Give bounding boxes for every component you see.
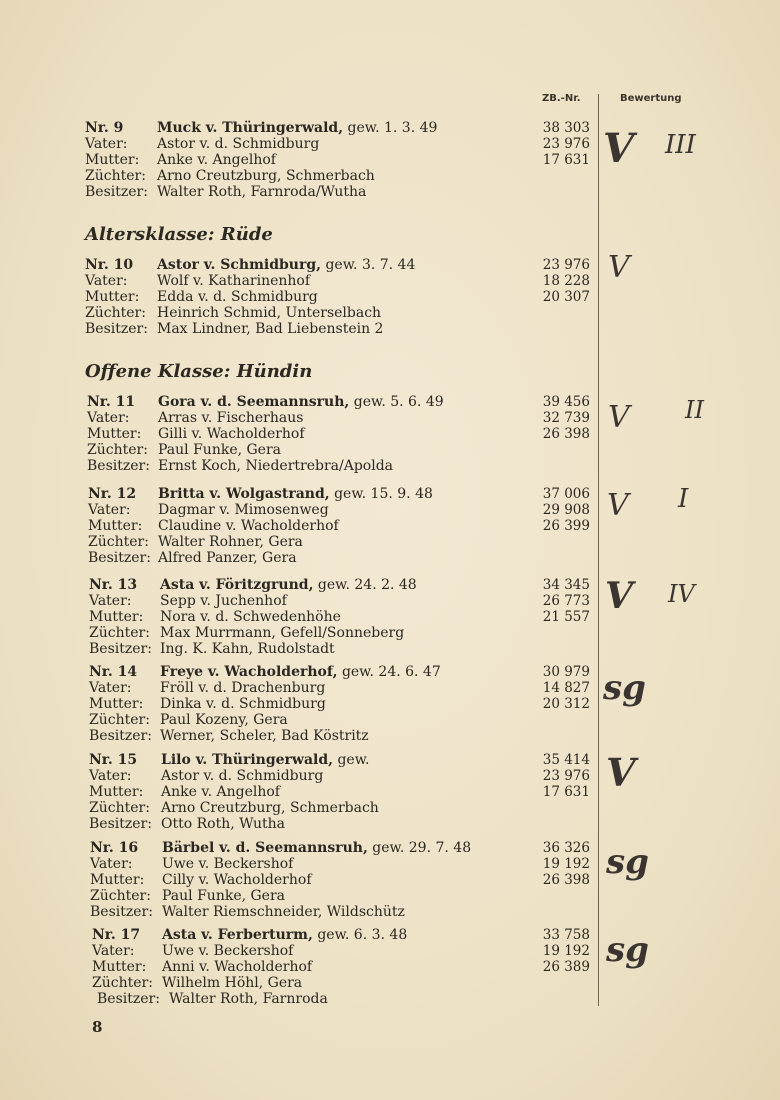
breeder-label: Züchter: [90,888,151,904]
dam-label: Mutter: [88,518,143,534]
breeder-name: Wilhelm Höhl, Gera [162,975,303,991]
dam-name: Nora v. d. Schwedenhöhe [160,609,341,625]
grade-mark: sg [606,930,649,970]
owner-name: Ing. K. Kahn, Rudolstadt [160,641,335,657]
owner-label: Besitzer: [87,458,150,474]
birth-date: gew. 24. 6. 47 [341,664,441,680]
zb-number-sire: 14 827 [542,680,590,696]
breeder-label: Züchter: [92,975,153,991]
birth-date: gew. 3. 7. 44 [325,257,416,273]
breeder-name: Arno Creutzburg, Schmerbach [161,800,379,816]
dam-label: Mutter: [89,609,144,625]
entry-number: Nr. 14 [89,664,138,680]
breeder-name: Paul Funke, Gera [158,442,282,458]
rank-mark: III [665,130,696,160]
entry-number: Nr. 16 [90,840,139,856]
grade-mark: V [605,575,633,617]
owner-name: Werner, Scheler, Bad Köstritz [160,728,369,744]
entry-number: Nr. 9 [85,120,124,136]
dam-label: Mutter: [85,152,140,168]
dam-label: Mutter: [92,959,147,975]
grade-mark: V [606,750,636,795]
dog-name: Lilo v. Thüringerwald, [161,752,333,768]
zb-number: 33 758 [542,927,590,943]
breeder-label: Züchter: [89,625,150,641]
dam-name: Anni v. Wacholderhof [162,959,313,975]
rating-column-header: Bewertung [620,93,682,104]
owner-name: Ernst Koch, Niedertrebra/Apolda [158,458,394,474]
zb-number-dam: 26 398 [542,872,590,888]
owner-label: Besitzer: [89,641,152,657]
rank-mark: IV [668,580,695,608]
owner-label: Besitzer: [85,321,148,337]
owner-name: Walter Riemschneider, Wildschütz [162,904,405,920]
dam-name: Cilly v. Wacholderhof [162,872,312,888]
entry-number: Nr. 15 [89,752,138,768]
sire-name: Sepp v. Juchenhof [160,593,287,609]
zb-number-sire: 19 192 [542,943,590,959]
dog-name: Asta v. Ferberturm, [162,927,313,943]
breeder-name: Arno Creutzburg, Schmerbach [157,168,375,184]
zb-number-dam: 17 631 [542,152,590,168]
sire-label: Vater: [85,273,128,289]
sire-label: Vater: [88,502,131,518]
owner-name: Alfred Panzer, Gera [158,550,297,566]
zb-number-sire: 18 228 [542,273,590,289]
breeder-label: Züchter: [88,534,149,550]
sire-name: Arras v. Fischerhaus [158,410,304,426]
zb-number-dam: 20 307 [542,289,590,305]
grade-mark: V [607,488,629,523]
entry-number: Nr. 12 [88,486,137,502]
entry-header [85,120,123,136]
zb-number: 23 976 [542,257,590,273]
zb-number: 38 303 [542,120,590,136]
breeder-name: Paul Funke, Gera [162,888,286,904]
zb-number-sire: 23 976 [542,136,590,152]
entry-number: Nr. 17 [92,927,141,943]
column-divider [598,94,599,1006]
birth-date: gew. 24. 2. 48 [317,577,417,593]
dam-label: Mutter: [89,784,144,800]
breeder-name: Walter Rohner, Gera [158,534,303,550]
zb-number-dam: 20 312 [542,696,590,712]
owner-label: Besitzer: [90,904,153,920]
rank-mark: I [678,484,689,514]
sire-label: Vater: [87,410,130,426]
dam-name: Anke v. Angelhof [161,784,280,800]
owner-name: Walter Roth, Farnroda/Wutha [157,184,367,200]
breeder-label: Züchter: [85,168,146,184]
birth-date: gew. 5. 6. 49 [353,394,444,410]
sire-name: Astor v. d. Schmidburg [157,136,320,152]
breeder-label: Züchter: [85,305,146,321]
sire-name: Uwe v. Beckershof [162,943,294,959]
sire-label: Vater: [89,680,132,696]
grade-mark: V [603,125,635,172]
zb-number-sire: 19 192 [542,856,590,872]
sire-label: Vater: [92,943,135,959]
zb-number: 36 326 [542,840,590,856]
zb-number-dam: 26 389 [542,959,590,975]
zb-number: 39 456 [542,394,590,410]
page-number: 8 [92,1018,103,1036]
dam-label: Mutter: [85,289,140,305]
owner-name: Max Lindner, Bad Liebenstein 2 [157,321,384,337]
dog-name: Asta v. Föritzgrund, [160,577,314,593]
grade-mark: sg [606,842,649,882]
sire-label: Vater: [89,768,132,784]
zb-number: 37 006 [542,486,590,502]
owner-label: Besitzer: [85,184,148,200]
breeder-name: Max Murrmann, Gefell/Sonneberg [160,625,405,641]
sire-name: Dagmar v. Mimosenweg [158,502,329,518]
breeder-label: Züchter: [89,712,150,728]
zb-number-dam: 26 398 [542,426,590,442]
birth-date: gew. 1. 3. 49 [347,120,438,136]
dam-name: Dinka v. d. Schmidburg [160,696,326,712]
dam-name: Gilli v. Wacholderhof [158,426,305,442]
zb-number-sire: 23 976 [542,768,590,784]
sire-name: Uwe v. Beckershof [162,856,294,872]
dam-name: Anke v. Angelhof [157,152,276,168]
breeder-label: Züchter: [87,442,148,458]
zb-number-sire: 29 908 [542,502,590,518]
dam-label: Mutter: [90,872,145,888]
sire-label: Vater: [89,593,132,609]
dam-label: Mutter: [89,696,144,712]
dog-name: Muck v. Thüringerwald, [157,120,344,136]
birth-date: gew. 6. 3. 48 [317,927,408,943]
zb-number-dam: 17 631 [542,784,590,800]
rank-mark: II [685,396,704,424]
sire-name: Fröll v. d. Drachenburg [160,680,326,696]
breeder-label: Züchter: [89,800,150,816]
zb-number-dam: 26 399 [542,518,590,534]
dog-name: Bärbel v. d. Seemannsruh, [162,840,368,856]
owner-label: Besitzer: [88,550,151,566]
zb-number-dam: 21 557 [542,609,590,625]
entry-number: Nr. 10 [85,257,134,273]
zb-number: 35 414 [542,752,590,768]
section-heading: Offene Klasse: Hündin [85,361,313,382]
dog-name: Gora v. d. Seemannsruh, [158,394,350,410]
grade-mark: V [608,250,630,285]
dam-name: Edda v. d. Schmidburg [157,289,318,305]
grade-mark: V [608,400,630,435]
entry-number: Nr. 11 [87,394,136,410]
sire-label: Vater: [85,136,128,152]
grade-mark: sg [603,668,646,708]
zb-number-sire: 32 739 [542,410,590,426]
owner-name: Otto Roth, Wutha [161,816,285,832]
breeder-name: Heinrich Schmid, Unterselbach [157,305,382,321]
dog-name: Freye v. Wacholderhof, [160,664,338,680]
zb-number: 30 979 [542,664,590,680]
zb-number-sire: 26 773 [542,593,590,609]
dog-name: Astor v. Schmidburg, [157,257,322,273]
birth-date: gew. [337,752,370,768]
sire-name: Astor v. d. Schmidburg [161,768,324,784]
breeder-name: Paul Kozeny, Gera [160,712,288,728]
zb-column-header: ZB.-Nr. [542,93,581,104]
birth-date: gew. 15. 9. 48 [334,486,433,502]
owner-label: Besitzer: [89,728,152,744]
owner-name: Walter Roth, Farnroda [169,991,328,1007]
entry-number: Nr. 13 [89,577,138,593]
dam-name: Claudine v. Wacholderhof [158,518,339,534]
zb-number: 34 345 [542,577,590,593]
owner-label: Besitzer: [97,991,160,1007]
birth-date: gew. 29. 7. 48 [372,840,472,856]
owner-label: Besitzer: [89,816,152,832]
sire-name: Wolf v. Katharinenhof [157,273,311,289]
section-heading: Altersklasse: Rüde [85,224,273,245]
dam-label: Mutter: [87,426,142,442]
dog-name: Britta v. Wolgastrand, [158,486,330,502]
sire-label: Vater: [90,856,133,872]
